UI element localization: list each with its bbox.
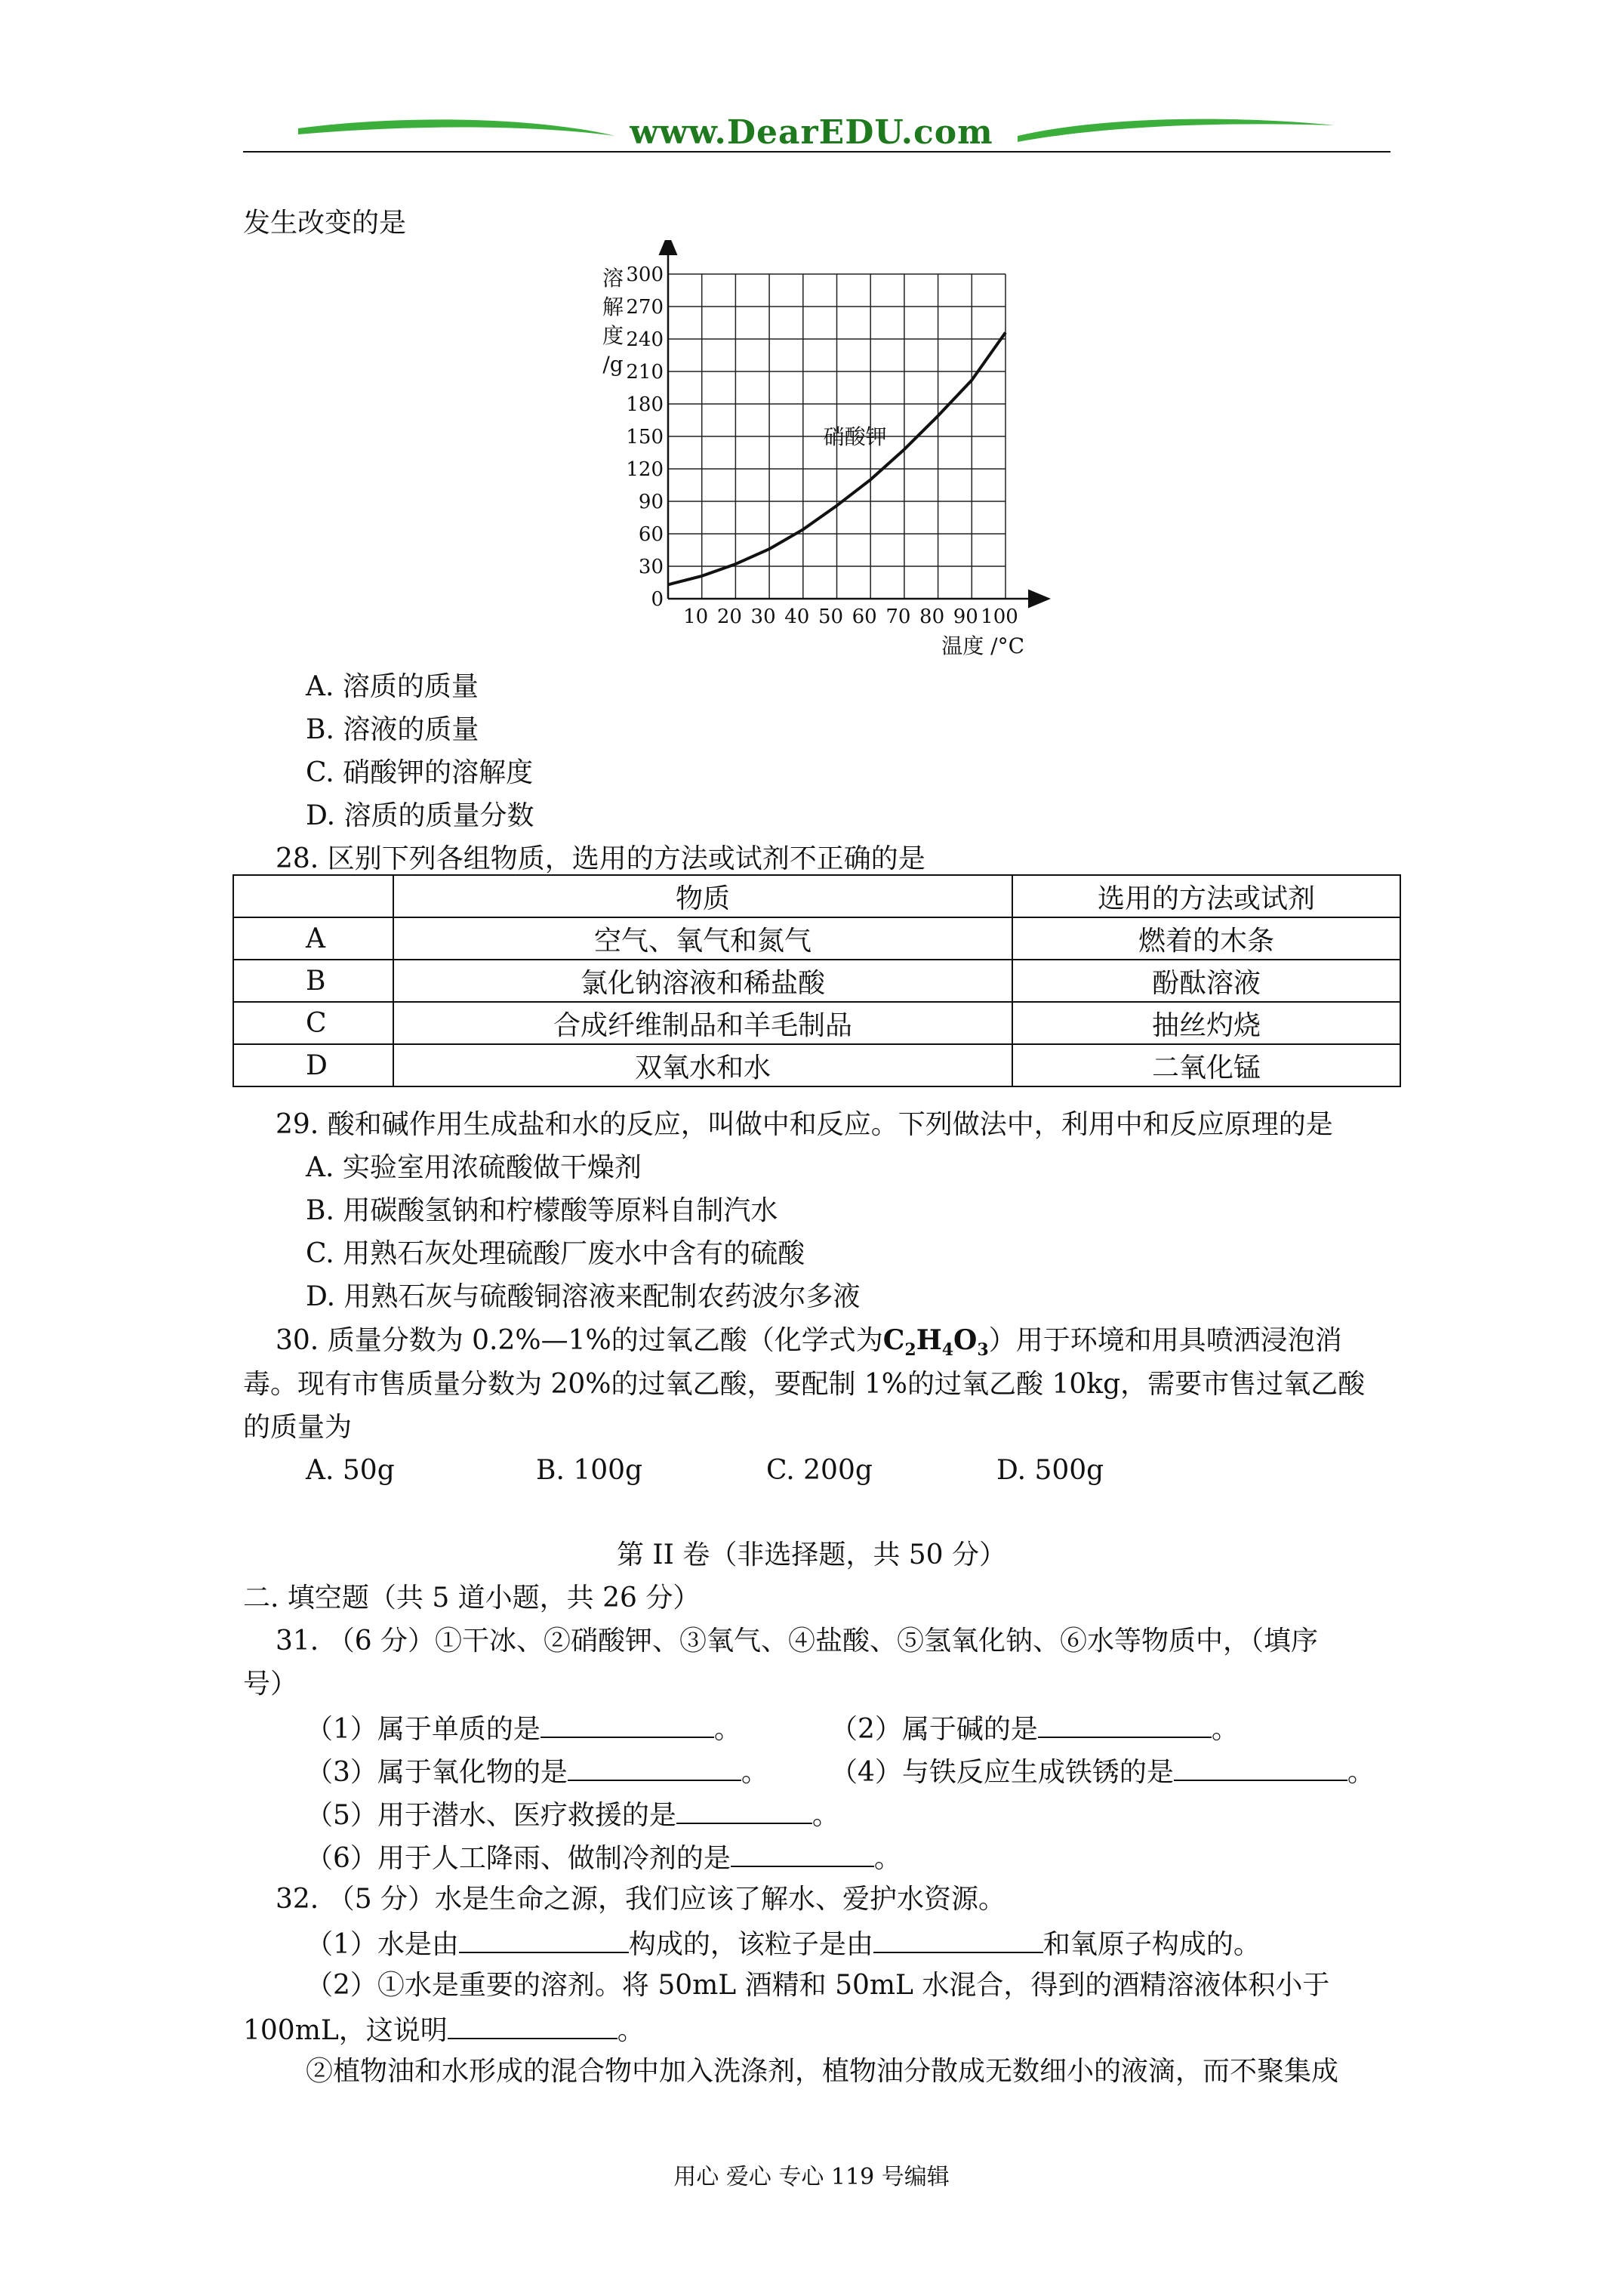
y-tick-label: 240 [626, 328, 664, 351]
y-tick-label: 0 [651, 588, 664, 611]
table-cell: 氯化钠溶液和稀盐酸 [393, 960, 1012, 1002]
chart-axes [668, 244, 1039, 599]
y-axis-label: /g [602, 352, 624, 377]
x-tick-label: 60 [852, 606, 877, 628]
q32-part-2-line-1: （2）①水是重要的溶剂。将 50mL 酒精和 50mL 水混合，得到的酒精溶液体积小于 [306, 1970, 1330, 2001]
section-2-subtitle: 二. 填空题（共 5 道小题，共 26 分） [243, 1583, 701, 1613]
table-cell: A [233, 917, 393, 960]
x-tick-label: 50 [818, 606, 844, 628]
x-tick-label: 80 [919, 606, 945, 628]
q30-option-b: B. 100g [536, 1455, 643, 1486]
y-tick-label: 90 [638, 491, 664, 513]
y-axis-label: 解 [602, 294, 624, 319]
table-cell: B [233, 960, 393, 1002]
q31-item-3: （3）属于氧化物的是 。 [306, 1749, 768, 1794]
x-tick-label: 20 [716, 606, 742, 628]
x-tick-label: 70 [885, 606, 911, 628]
q28-stem: 28. 区别下列各组物质，选用的方法或试剂不正确的是 [276, 843, 925, 874]
y-tick-label: 30 [638, 556, 664, 578]
q29-option-c: C. 用熟石灰处理硫酸厂废水中含有的硫酸 [306, 1238, 805, 1269]
q30-option-d: D. 500g [996, 1455, 1104, 1486]
q29-stem: 29. 酸和碱作用生成盐和水的反应，叫做中和反应。下列做法中，利用中和反应原理的是 [276, 1109, 1333, 1140]
header-rule [243, 151, 1390, 153]
table-row [233, 960, 1400, 1002]
q30-line-2: 毒。现有市售质量分数为 20%的过氧乙酸，要配制 1%的过氧乙酸 10kg，需要市售过氧乙酸 [243, 1369, 1366, 1400]
table-cell: D [233, 1044, 393, 1086]
q28-table [233, 874, 1401, 1087]
y-tick-label: 270 [626, 296, 664, 319]
table-header-cell [233, 875, 393, 917]
q32-part-2-line-2: 100mL，这说明 。 [243, 2008, 645, 2052]
page-footer: 用心 爱心 专心 119 号编辑 [673, 2164, 950, 2190]
table-row [233, 1044, 1400, 1086]
q31-item-1: （1）属于单质的是 。 [306, 1706, 741, 1751]
q31-stem-line-2: 号） [243, 1669, 298, 1700]
q29-option-d: D. 用熟石灰与硫酸铜溶液来配制农药波尔多液 [306, 1281, 861, 1312]
q32-stem: 32. （5 分）水是生命之源，我们应该了解水、爱护水资源。 [276, 1884, 1006, 1915]
right-swoosh-decoration [1018, 115, 1335, 145]
q27-option-b: B. 溶液的质量 [306, 714, 479, 745]
site-logo: www.DearEDU.com [630, 113, 993, 152]
section-2-title: 第 II 卷（非选择题，共 50 分） [616, 1539, 1007, 1570]
series-label: 硝酸钾 [823, 424, 887, 450]
answer-blank[interactable] [873, 1922, 1043, 1953]
answer-blank[interactable] [676, 1792, 812, 1824]
q31-item-6: （6）用于人工降雨、做制冷剂的是 。 [306, 1835, 901, 1880]
q27-option-d: D. 溶质的质量分数 [306, 800, 534, 831]
q32-part-3: ②植物油和水形成的混合物中加入洗涤剂，植物油分散成无数细小的液滴，而不聚集成 [306, 2056, 1339, 2087]
table-cell: 二氧化锰 [1012, 1044, 1400, 1086]
x-tick-label: 40 [784, 606, 810, 628]
answer-blank[interactable] [1038, 1706, 1212, 1738]
y-tick-label: 120 [626, 458, 664, 481]
table-header-cell: 物质 [393, 875, 1012, 917]
q27-option-a: A. 溶质的质量 [306, 671, 479, 702]
answer-blank[interactable] [540, 1706, 714, 1738]
chemical-formula: $C_2H_4O_3$ [882, 1324, 989, 1361]
table-header-cell: 选用的方法或试剂 [1012, 875, 1400, 917]
y-tick-label: 180 [626, 393, 664, 416]
q31-stem-line-1: 31. （6 分）①干冰、②硝酸钾、③氧气、④盐酸、⑤氢氧化钠、⑥水等物质中，（填序 [276, 1626, 1319, 1657]
q30-line-3: 的质量为 [243, 1412, 353, 1443]
q27-option-c: C. 硝酸钾的溶解度 [306, 757, 534, 788]
q30-line-1-end: ）用于环境和用具喷洒浸泡消 [988, 1325, 1342, 1356]
table-cell: C [233, 1002, 393, 1044]
solubility-chart [589, 240, 1057, 663]
q30-option-a: A. 50g [306, 1455, 395, 1486]
table-cell: 空气、氧气和氮气 [393, 917, 1012, 960]
y-axis-label: 溶 [602, 266, 624, 291]
table-header-row [233, 875, 1400, 917]
q29-option-b: B. 用碳酸氢钠和柠檬酸等原料自制汽水 [306, 1195, 778, 1226]
q31-item-4: （4）与铁反应生成铁锈的是 。 [830, 1749, 1375, 1794]
answer-blank[interactable] [731, 1835, 874, 1867]
x-axis-label: 温度 /°C [941, 633, 1024, 658]
answer-blank[interactable] [459, 1922, 629, 1953]
q30-line-1-start: 30. 质量分数为 0.2%—1%的过氧乙酸（化学式为 [276, 1325, 883, 1356]
answer-blank[interactable] [1174, 1749, 1347, 1781]
x-tick-label: 30 [750, 606, 776, 628]
q32-part-1: （1）水是由 构成的，该粒子是由 和氧原子构成的。 [306, 1922, 1261, 1966]
table-row [233, 917, 1400, 960]
table-cell: 双氧水和水 [393, 1044, 1012, 1086]
q31-item-2: （2）属于碱的是 。 [830, 1706, 1239, 1751]
q29-option-a: A. 实验室用浓硫酸做干燥剂 [306, 1152, 642, 1183]
answer-blank[interactable] [448, 2008, 617, 2039]
y-tick-label: 150 [626, 426, 664, 448]
y-tick-label: 210 [626, 361, 664, 384]
x-tick-label: 90 [953, 606, 978, 628]
answer-blank[interactable] [568, 1749, 741, 1781]
q30-option-c: C. 200g [766, 1455, 873, 1486]
x-tick-label: 10 [683, 606, 709, 628]
y-axis-label: 度 [602, 323, 624, 348]
y-tick-label: 300 [626, 264, 664, 286]
q31-item-5: （5）用于潜水、医疗救援的是 。 [306, 1792, 839, 1837]
table-row [233, 1002, 1400, 1044]
table-cell: 抽丝灼烧 [1012, 1002, 1400, 1044]
y-tick-label: 60 [638, 523, 664, 546]
question-27-stem-tail: 发生改变的是 [243, 208, 407, 239]
x-tick-label: 100 [981, 606, 1018, 628]
table-cell: 燃着的木条 [1012, 917, 1400, 960]
table-cell: 合成纤维制品和羊毛制品 [393, 1002, 1012, 1044]
table-cell: 酚酞溶液 [1012, 960, 1400, 1002]
